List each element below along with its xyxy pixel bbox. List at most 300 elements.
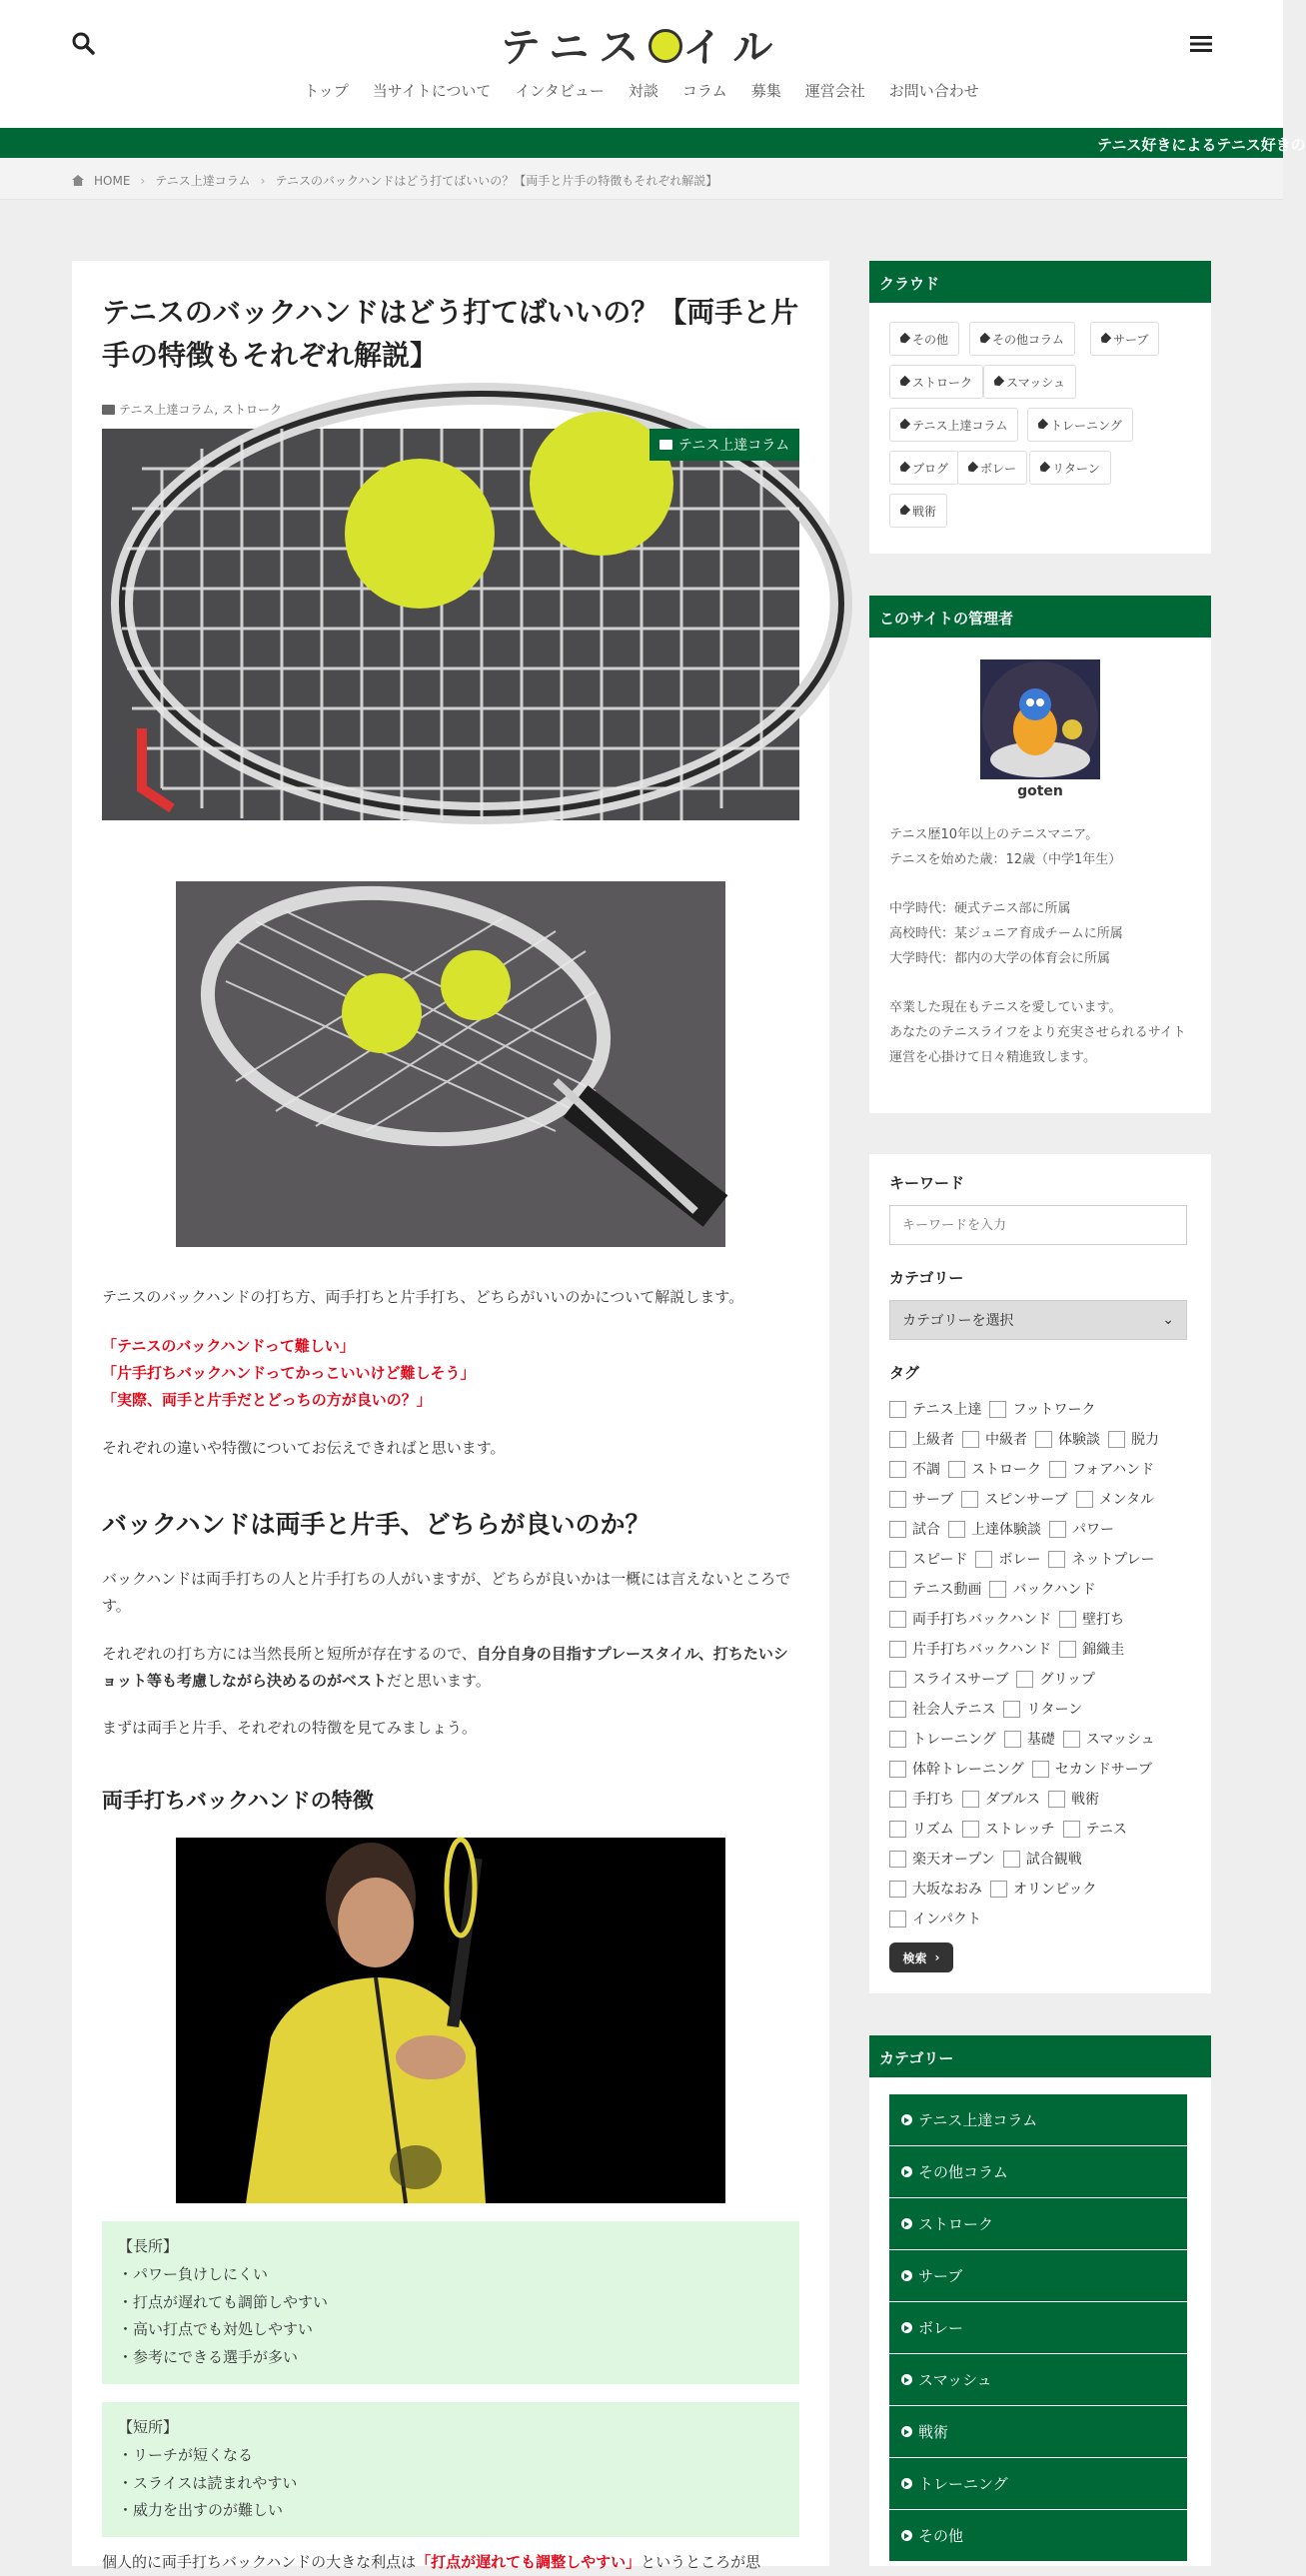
tag-checkbox[interactable]: [962, 1789, 1040, 1809]
paragraph: まずは両手と片手、それぞれの特徴を見てみましょう。: [102, 1719, 478, 1737]
emphasis-red: 「打点が遅れても調整しやすい」: [416, 2553, 642, 2571]
tag-checkbox-label: フットワーク: [1012, 1402, 1096, 1418]
tag-checkbox-label: ネットプレー: [1071, 1552, 1155, 1568]
admin-profile-widget: [869, 596, 1211, 1113]
category-item-label: トレーニング: [918, 2475, 1008, 2493]
nav-item-about[interactable]: 当サイトについて: [372, 82, 492, 100]
tag-checkbox-row: [889, 1729, 1155, 1749]
tag-checkbox-label: 両手打ちバックハンド: [912, 1612, 1052, 1628]
tag-checkbox-label: ストローク: [971, 1462, 1041, 1478]
tag-checkbox[interactable]: [889, 1699, 995, 1719]
category-list: [889, 2094, 1187, 2562]
tag-checkbox-label: スピンサーブ: [984, 1492, 1068, 1508]
logo-text-left: テニス: [500, 25, 650, 71]
text-span: 個人的に両手打ちバックハンドの大きな利点は: [102, 2553, 417, 2571]
intro-text: テニスのバックハンドの打ち方、両手打ちと片手打ち、どちらがいいのかについて解説します。: [102, 1288, 744, 1306]
tag-checkbox[interactable]: [889, 1609, 1051, 1629]
checkbox-icon[interactable]: [1003, 1851, 1020, 1868]
tag-checkbox[interactable]: [889, 1879, 982, 1899]
checkbox-icon[interactable]: [889, 1611, 906, 1628]
admin-name: goten: [1017, 783, 1063, 799]
tag-checkbox[interactable]: [889, 1429, 954, 1449]
tag-label: ボレー: [980, 461, 1017, 476]
article-categories[interactable]: テニス上達コラム, ストローク: [119, 403, 283, 417]
tag-checkbox[interactable]: [1032, 1759, 1152, 1779]
tag-icon: [898, 505, 911, 518]
checkbox-icon[interactable]: [889, 1881, 906, 1898]
checkbox-icon[interactable]: [948, 1461, 965, 1478]
category-item[interactable]: [889, 2406, 1187, 2458]
tag-checkbox-label: 上達体験談: [971, 1522, 1041, 1538]
checkbox-icon[interactable]: [1016, 1671, 1033, 1688]
tag-icon: [898, 333, 911, 346]
tag-checkbox-label: サーブ: [912, 1492, 954, 1508]
tag-checkbox[interactable]: [889, 1909, 981, 1929]
paragraph: [102, 2549, 801, 2576]
bio-line: あなたのテニスライフをより充実させられるサイト運営を心掛けて日々精進致します。: [889, 1025, 1186, 1065]
checkbox-icon[interactable]: [1059, 1641, 1076, 1658]
tag-cloud-widget: [869, 261, 1211, 554]
tag-checkbox-label: リズム: [912, 1822, 954, 1838]
keyword-label: キーワード: [889, 1174, 965, 1192]
category-select[interactable]: [889, 1300, 1187, 1340]
tag-checkbox[interactable]: [1108, 1429, 1159, 1449]
site-header: [0, 0, 1283, 128]
chevron-right-icon: ›: [140, 173, 146, 188]
tag-checkbox[interactable]: [889, 1489, 953, 1509]
section-heading: バックハンドは両手と片手、どちらが良いのか？: [102, 1510, 651, 1539]
tag-checkbox[interactable]: [1059, 1609, 1124, 1629]
text-span: だと思います。: [387, 1672, 491, 1690]
bio-line: 卒業した現在もテニスを愛しています。: [889, 1000, 1122, 1016]
checkbox-icon[interactable]: [1049, 1461, 1066, 1478]
checkbox-icon[interactable]: [1059, 1611, 1076, 1628]
pros-item: ・打点が遅れても調節しやすい: [118, 2292, 329, 2311]
tag-checkbox[interactable]: [1049, 1519, 1114, 1539]
arrow-circle-icon: [901, 2114, 912, 2125]
search-widget: [869, 1154, 1211, 1993]
tag-checkbox-row: [889, 1399, 1095, 1419]
widget-title: カテゴリー: [869, 2035, 1211, 2077]
quote-line: 「テニスのバックハンドって難しい」: [102, 1337, 355, 1355]
checkbox-icon[interactable]: [889, 1851, 906, 1868]
tag-label: タグ: [889, 1364, 920, 1382]
category-item[interactable]: [889, 2510, 1187, 2562]
checkbox-icon[interactable]: [962, 1791, 979, 1808]
tag-checkbox-label: ダブルス: [985, 1792, 1041, 1808]
checkbox-icon[interactable]: [962, 1821, 979, 1838]
cons-title: 【短所】: [118, 2418, 179, 2436]
global-nav: [0, 80, 1283, 101]
checkbox-icon[interactable]: [889, 1641, 906, 1658]
tag-checkbox-row: [889, 1549, 1154, 1569]
checkbox-icon[interactable]: [1004, 1731, 1021, 1748]
tag-checkbox-label: 基礎: [1026, 1732, 1055, 1748]
tag-checkbox[interactable]: [889, 1459, 940, 1479]
search-button-label: 検索: [902, 1950, 927, 1965]
checkbox-icon[interactable]: [889, 1581, 906, 1598]
site-logo[interactable]: [0, 16, 1283, 73]
tag-checkbox-label: 大坂なおみ: [912, 1882, 982, 1898]
paragraph: バックハンドは両手打ちの人と片手打ちの人がいますが、どちらが良いかは一概には言えないところです。: [102, 1570, 790, 1615]
tag-checkbox[interactable]: [1059, 1639, 1124, 1659]
checkbox-icon[interactable]: [1076, 1491, 1093, 1508]
tag-label: スマッシュ: [1006, 375, 1066, 390]
tag-link[interactable]: [889, 322, 959, 356]
pros-item: ・参考にできる選手が多い: [118, 2348, 299, 2366]
tag-checkbox-row: [889, 1699, 1082, 1719]
tag-checkbox-label: 試合観戦: [1025, 1852, 1082, 1868]
tag-icon: [992, 376, 1005, 389]
checkbox-icon[interactable]: [889, 1731, 906, 1748]
tag-checkbox-label: 試合: [912, 1522, 940, 1538]
tag-link[interactable]: [1029, 451, 1111, 485]
tag-checkbox-label: ボレー: [998, 1552, 1041, 1568]
tag-checkbox-label: メンタル: [1098, 1492, 1155, 1508]
admin-bio: [889, 823, 1197, 1071]
category-item-label: その他コラム: [918, 2163, 1008, 2181]
quote-line: 「片手打ちバックハンドってかっこいいけど難しそう」: [102, 1364, 476, 1382]
tag-checkbox[interactable]: [1035, 1429, 1100, 1449]
tag-checkbox-label: バックハンド: [1012, 1582, 1096, 1598]
text-span: というところが思: [641, 2553, 761, 2571]
tag-link[interactable]: [889, 451, 959, 485]
checkbox-icon[interactable]: [962, 1431, 979, 1448]
bio-spacer: [889, 971, 1197, 996]
quote-line: 「実際、両手と片手だとどっちの方が良いの？」: [102, 1391, 432, 1409]
checkbox-icon[interactable]: [1108, 1431, 1125, 1448]
arrow-circle-icon: [901, 2322, 912, 2333]
tag-icon: [966, 462, 979, 475]
category-badge-label: テニス上達コラム: [677, 438, 790, 454]
widget-title: クラウド: [869, 261, 1211, 303]
nav-item-contact[interactable]: お問い合わせ: [888, 82, 979, 100]
tag-checkbox-label: 不調: [912, 1462, 940, 1478]
tag-checkbox[interactable]: [961, 1489, 1067, 1509]
tag-link[interactable]: [1027, 408, 1133, 442]
tag-checkbox[interactable]: [962, 1819, 1055, 1839]
tag-link[interactable]: [957, 451, 1027, 485]
tag-checkbox-row: [889, 1789, 1099, 1809]
tag-checkbox-row: [889, 1609, 1124, 1629]
category-item-label: ストローク: [918, 2215, 994, 2233]
arrow-circle-icon: [901, 2530, 912, 2541]
arrow-circle-icon: [901, 2270, 912, 2281]
checkbox-icon[interactable]: [889, 1821, 906, 1838]
tag-label: リターン: [1052, 461, 1100, 476]
tag-checkbox-row: [889, 1849, 1082, 1869]
checkbox-icon[interactable]: [889, 1791, 906, 1808]
cons-box: [102, 2402, 799, 2537]
checkbox-icon[interactable]: [1063, 1821, 1080, 1838]
pros-item: ・高い打点でも対処しやすい: [118, 2320, 314, 2339]
logo-text-right: イル: [682, 25, 783, 71]
tag-checkbox-label: 中級者: [985, 1432, 1027, 1448]
tag-checkbox[interactable]: [1048, 1789, 1099, 1809]
tag-icon: [1036, 419, 1049, 432]
checkbox-icon[interactable]: [975, 1551, 992, 1568]
breadcrumb-category[interactable]: テニス上達コラム: [155, 174, 251, 188]
arrow-circle-icon: [901, 2166, 912, 2177]
tag-checkbox-row: [889, 1579, 1096, 1599]
category-item-label: スマッシュ: [918, 2371, 992, 2389]
tag-icon: [978, 333, 991, 346]
tag-checkbox-label: リターン: [1026, 1702, 1083, 1718]
checkbox-icon[interactable]: [889, 1551, 906, 1568]
tag-checkbox-row: [889, 1819, 1127, 1839]
tag-checkbox-label: 壁打ち: [1082, 1612, 1125, 1628]
category-item[interactable]: [889, 2458, 1187, 2510]
cons-item: ・威力を出すのが難しい: [118, 2501, 284, 2520]
tag-link[interactable]: [969, 322, 1075, 356]
tag-checkbox-label: 楽天オープン: [912, 1852, 995, 1868]
pros-title: 【長所】: [118, 2237, 179, 2255]
tag-checkbox-label: スライスサーブ: [912, 1672, 1009, 1688]
tag-label: ストローク: [912, 375, 973, 390]
tag-checkbox[interactable]: [1003, 1699, 1082, 1719]
hero-image-tennis-racket: [102, 429, 799, 820]
arrow-circle-icon: [901, 2426, 912, 2437]
news-ticker: [0, 128, 1306, 158]
arrow-circle-icon: [901, 2374, 912, 2385]
tag-checkbox-row: [889, 1669, 1095, 1689]
nav-item-column[interactable]: コラム: [681, 82, 727, 100]
tag-checkbox-label: 社会人テニス: [912, 1702, 996, 1718]
tag-checkbox[interactable]: [889, 1549, 967, 1569]
tag-checkbox[interactable]: [889, 1789, 954, 1809]
categories-widget: [869, 2035, 1211, 2566]
tag-link[interactable]: [889, 365, 983, 399]
tag-checkbox[interactable]: [1063, 1729, 1155, 1749]
checkbox-icon[interactable]: [1003, 1701, 1020, 1718]
home-icon: [72, 175, 84, 186]
tag-checkbox-label: スマッシュ: [1085, 1732, 1155, 1748]
tag-checkbox[interactable]: [1003, 1849, 1082, 1869]
tag-checkbox-label: オリンピック: [1013, 1882, 1097, 1898]
bio-line: テニスを始めた歳：12歳（中学1年生）: [889, 851, 1122, 867]
tag-link[interactable]: [889, 408, 1018, 442]
checkbox-icon[interactable]: [1048, 1551, 1065, 1568]
tag-checkbox[interactable]: [1049, 1459, 1154, 1479]
tag-checkbox-row: [889, 1459, 1154, 1479]
chevron-right-icon: ›: [260, 173, 266, 188]
tag-checkbox[interactable]: [1016, 1669, 1094, 1689]
paragraph: それぞれの違いや特徴についてお伝えできればと思います。: [102, 1439, 506, 1457]
article-meta: [102, 401, 282, 418]
nav-item-recruit[interactable]: 募集: [750, 82, 781, 100]
nav-item-interview[interactable]: インタビュー: [515, 82, 605, 100]
tag-label: サーブ: [1113, 332, 1149, 347]
tag-link[interactable]: [983, 365, 1076, 399]
nav-item-dialogue[interactable]: 対談: [628, 82, 658, 100]
checkbox-icon[interactable]: [889, 1521, 906, 1538]
hamburger-menu-icon[interactable]: [1187, 30, 1215, 58]
chevron-down-icon: ⌄: [1162, 1312, 1174, 1328]
category-item-label: テニス上達コラム: [918, 2111, 1038, 2129]
category-item[interactable]: [889, 2250, 1187, 2302]
tennis-racket-image: [176, 881, 725, 1247]
tag-checkbox[interactable]: [975, 1549, 1040, 1569]
bio-line: 高校時代：某ジュニア育成チームに所属: [889, 926, 1123, 942]
tag-checkbox-label: フォアハンド: [1072, 1462, 1155, 1478]
text-span: それぞれの打ち方には当然長所と短所が存在するので、: [102, 1645, 477, 1663]
tag-checkbox[interactable]: [889, 1759, 1024, 1779]
bio-line: 大学時代：都内の大学の体育会に所属: [889, 950, 1111, 966]
tag-checkbox-label: 錦織圭: [1082, 1642, 1125, 1658]
emphasis-text: 自分自身の目指すプレースタイル、打ちたいショット等も考慮しながら決めるのがベスト: [102, 1645, 788, 1690]
checkbox-icon[interactable]: [1035, 1431, 1052, 1448]
tag-checkbox-row: [889, 1519, 1114, 1539]
checkbox-icon[interactable]: [889, 1401, 906, 1418]
tag-label: その他コラム: [992, 332, 1064, 347]
tag-checkbox-label: トレーニング: [912, 1732, 996, 1748]
checkbox-icon[interactable]: [889, 1491, 906, 1508]
checkbox-icon[interactable]: [889, 1431, 906, 1448]
tag-label: 戦術: [912, 504, 937, 519]
checkbox-icon[interactable]: [1049, 1521, 1066, 1538]
category-item[interactable]: [889, 2094, 1187, 2146]
tag-checkbox-label: パワー: [1072, 1522, 1114, 1538]
checkbox-icon[interactable]: [889, 1911, 906, 1928]
category-select-value: カテゴリーを選択: [902, 1313, 1014, 1329]
keyword-input[interactable]: [889, 1205, 1187, 1245]
category-item[interactable]: [889, 2198, 1187, 2250]
chevron-right-icon: ›: [934, 1950, 940, 1964]
checkbox-icon[interactable]: [948, 1521, 965, 1538]
checkbox-icon[interactable]: [889, 1761, 906, 1778]
tag-checkbox[interactable]: [989, 1399, 1095, 1419]
tag-checkbox-row: [889, 1429, 1159, 1449]
checkbox-icon[interactable]: [989, 1401, 1006, 1418]
checkbox-icon[interactable]: [989, 1581, 1006, 1598]
tag-checkbox-label: テニス上達: [912, 1402, 982, 1418]
tag-checkbox[interactable]: [889, 1669, 1008, 1689]
folder-icon: [659, 440, 672, 450]
tag-checkbox[interactable]: [889, 1519, 940, 1539]
tag-checkbox[interactable]: [1048, 1549, 1154, 1569]
tag-checkbox-label: セカンドサーブ: [1054, 1762, 1153, 1778]
nav-item-top[interactable]: トップ: [304, 82, 349, 100]
checkbox-icon[interactable]: [1048, 1791, 1065, 1808]
checkbox-icon[interactable]: [1032, 1761, 1049, 1778]
article: [72, 261, 829, 2571]
category-label: カテゴリー: [889, 1269, 964, 1287]
cons-item: ・リーチが短くなる: [118, 2445, 254, 2464]
tag-checkbox-row: [889, 1879, 1096, 1899]
category-item-label: その他: [918, 2527, 964, 2545]
breadcrumb: [0, 158, 1283, 200]
subsection-heading: 両手打ちバックハンドの特徴: [102, 1789, 374, 1813]
tag-icon: [898, 462, 911, 475]
category-item[interactable]: [889, 2302, 1187, 2354]
checkbox-icon[interactable]: [1063, 1731, 1080, 1748]
tennis-player-image: [176, 1838, 725, 2203]
cons-item: ・スライスは読まれやすい: [118, 2473, 298, 2492]
tag-checkbox-label: スピード: [912, 1552, 968, 1568]
pros-item: ・パワー負けしにくい: [118, 2264, 269, 2283]
tag-checkbox-label: 上級者: [912, 1432, 954, 1448]
tag-checkbox-label: ストレッチ: [984, 1822, 1055, 1838]
tag-checkbox-label: 手打ち: [912, 1792, 954, 1808]
bio-line: テニス歴10年以上のテニスマニア。: [889, 827, 1099, 842]
tag-checkbox[interactable]: [889, 1729, 996, 1749]
tag-checkbox-label: 体験談: [1058, 1432, 1100, 1448]
tag-checkbox-label: 体幹トレーニング: [912, 1762, 1024, 1778]
tag-checkbox[interactable]: [889, 1579, 981, 1599]
bio-line: 中学時代：硬式テニス部に所属: [889, 901, 1071, 917]
tag-checkbox[interactable]: [948, 1459, 1041, 1479]
tag-checkbox[interactable]: [989, 1579, 1095, 1599]
checkbox-icon[interactable]: [889, 1671, 906, 1688]
tag-checkbox-label: 脱力: [1131, 1432, 1159, 1448]
tag-icon: [898, 419, 911, 432]
tag-checkbox[interactable]: [1004, 1729, 1055, 1749]
breadcrumb-current: テニスのバックハンドはどう打てばいいの？【両手と片手の特徴もそれぞれ解説】: [275, 174, 718, 188]
tag-checkbox-label: 戦術: [1071, 1792, 1100, 1808]
nav-item-company[interactable]: 運営会社: [804, 82, 865, 100]
tag-checkbox[interactable]: [889, 1399, 981, 1419]
widget-title: このサイトの管理者: [869, 596, 1211, 638]
article-title: テニスのバックハンドはどう打てばいいの？【両手と片手の特徴もそれぞれ解説】: [102, 296, 799, 373]
breadcrumb-home[interactable]: HOME: [94, 173, 131, 188]
category-item-label: サーブ: [918, 2267, 963, 2285]
checkbox-icon[interactable]: [889, 1701, 906, 1718]
tag-checkbox-label: インパクト: [912, 1912, 982, 1928]
arrow-circle-icon: [901, 2218, 912, 2229]
category-item[interactable]: [889, 2354, 1187, 2406]
tag-checkbox[interactable]: [889, 1639, 1051, 1659]
checkbox-icon[interactable]: [990, 1881, 1007, 1898]
tag-checkbox-row: [889, 1489, 1154, 1509]
tag-checkbox-label: テニス動画: [912, 1582, 982, 1598]
category-item-label: 戦術: [918, 2423, 949, 2441]
tag-checkbox[interactable]: [990, 1879, 1096, 1899]
bio-spacer: [889, 872, 1197, 897]
arrow-circle-icon: [901, 2478, 912, 2489]
tag-checkbox-row: [889, 1759, 1152, 1779]
folder-icon: [102, 405, 115, 415]
paragraph: [102, 1641, 801, 1695]
tag-checkbox-row: [889, 1639, 1124, 1659]
category-badge[interactable]: [650, 429, 799, 461]
tag-checkbox[interactable]: [948, 1519, 1041, 1539]
tag-link[interactable]: [889, 494, 947, 528]
tag-checkbox[interactable]: [1063, 1819, 1127, 1839]
ticker-text[interactable]: テニス好きによるテニス好きの: [1097, 136, 1306, 154]
category-item-label: ボレー: [918, 2319, 964, 2337]
category-item[interactable]: [889, 2146, 1187, 2198]
tag-icon: [1038, 462, 1051, 475]
avatar: [980, 659, 1100, 779]
tag-link[interactable]: [1090, 322, 1159, 356]
tag-label: ブログ: [912, 461, 949, 476]
checkbox-icon[interactable]: [889, 1461, 906, 1478]
logo-tennis-ball-icon: [649, 29, 682, 63]
tag-checkbox[interactable]: [1076, 1489, 1154, 1509]
tag-checkbox[interactable]: [889, 1849, 995, 1869]
checkbox-icon[interactable]: [961, 1491, 978, 1508]
tag-checkbox-label: 片手打ちバックハンド: [912, 1642, 1052, 1658]
tag-icon: [1099, 333, 1112, 346]
tag-label: テニス上達コラム: [912, 418, 1008, 433]
tag-checkbox[interactable]: [889, 1819, 954, 1839]
pros-box: [102, 2221, 799, 2384]
search-submit-button[interactable]: [889, 1942, 953, 1972]
tag-icon: [898, 376, 911, 389]
tag-label: トレーニング: [1050, 418, 1122, 433]
tag-checkbox[interactable]: [962, 1429, 1027, 1449]
tag-checkbox-row: [889, 1909, 981, 1929]
